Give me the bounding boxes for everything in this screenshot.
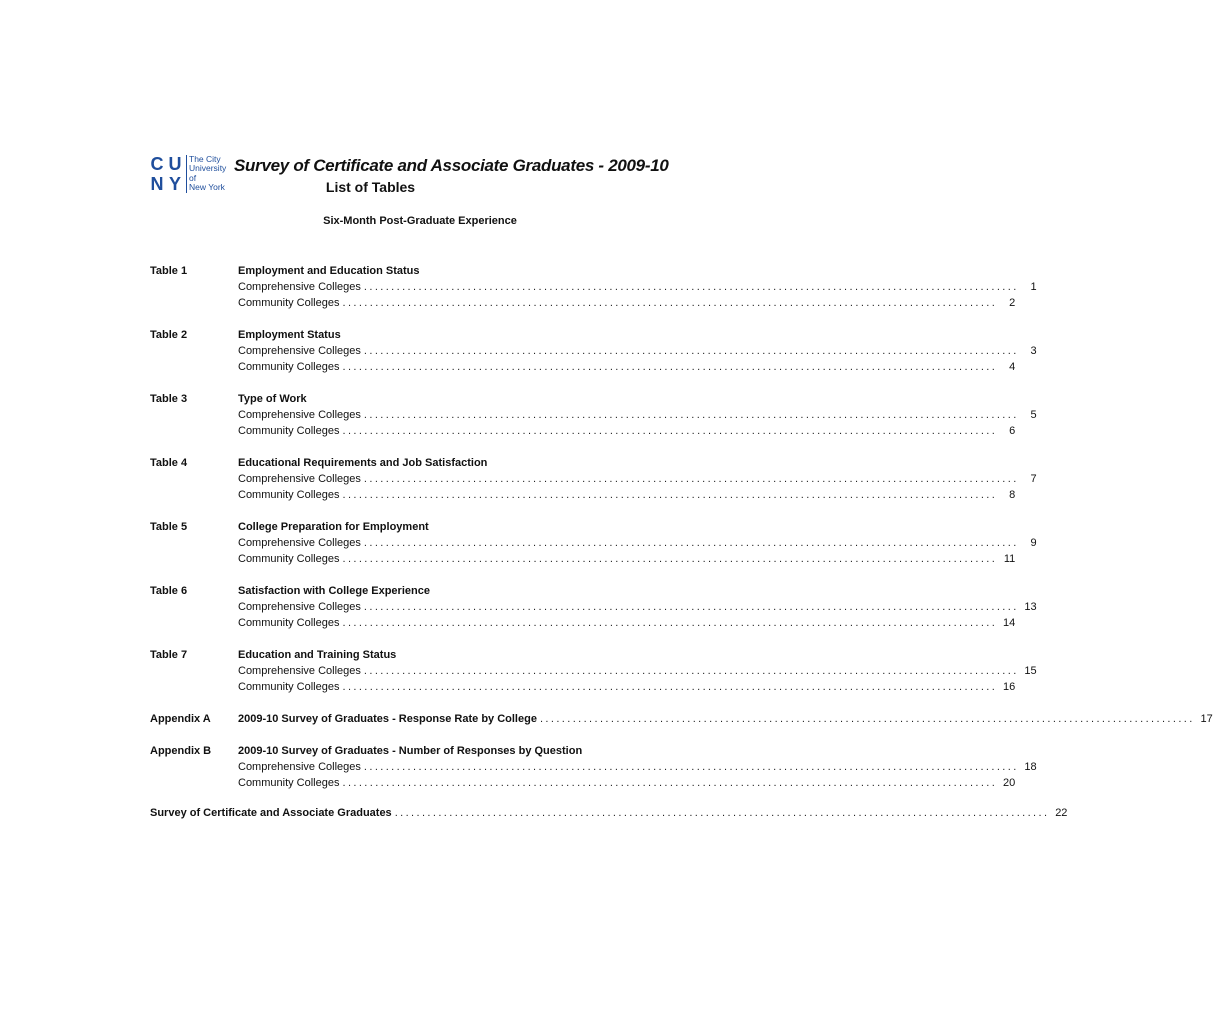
table-of-contents bbox=[150, 263, 1213, 807]
toc-entry-body bbox=[238, 327, 1037, 375]
page-number: 5 bbox=[1030, 409, 1037, 421]
toc-line-text: Community Colleges bbox=[238, 777, 340, 789]
toc-entry-body bbox=[238, 743, 1037, 791]
page-number: 6 bbox=[1009, 425, 1016, 437]
toc-entry-body bbox=[238, 647, 1037, 695]
page-number: 4 bbox=[1009, 361, 1016, 373]
page-number: 1 bbox=[1030, 281, 1037, 293]
logo-text-line: University bbox=[189, 163, 227, 174]
toc-entry-body bbox=[238, 455, 1037, 503]
page-number: 16 bbox=[1002, 681, 1016, 693]
toc-line-text: Comprehensive Colleges bbox=[238, 281, 361, 293]
toc-entry-label: Table 7 bbox=[150, 649, 188, 661]
page-number: 20 bbox=[1002, 777, 1016, 789]
dot-leader: ........................................................................................................................ bbox=[342, 553, 998, 565]
toc-entry-label: Table 1 bbox=[150, 265, 188, 277]
toc-entry bbox=[150, 583, 1037, 631]
toc-entry-body bbox=[238, 391, 1037, 439]
toc-line[interactable] bbox=[238, 487, 1016, 503]
logo-text-line: of bbox=[189, 172, 197, 183]
page-number: 9 bbox=[1030, 537, 1037, 549]
toc-line[interactable] bbox=[238, 279, 1037, 295]
page-number: 11 bbox=[1003, 553, 1016, 565]
cuny-logo bbox=[148, 155, 228, 195]
document-subtitle: List of Tables bbox=[325, 179, 416, 195]
toc-entry-title: 2009-10 Survey of Graduates - Response Rate by College bbox=[238, 713, 537, 725]
dot-leader: ........................................................................................................................ bbox=[363, 761, 1019, 773]
toc-line-text: Community Colleges bbox=[238, 425, 340, 437]
logo-letter: Y bbox=[168, 174, 180, 194]
toc-line-text: Community Colleges bbox=[238, 617, 340, 629]
toc-line[interactable] bbox=[238, 551, 1016, 567]
toc-entry bbox=[150, 743, 1037, 791]
toc-entry-label: Table 3 bbox=[150, 393, 188, 405]
dot-leader: ........................................................................................................................ bbox=[363, 665, 1019, 677]
toc-entry-label: Appendix A bbox=[150, 713, 211, 725]
toc-line-text: Comprehensive Colleges bbox=[238, 601, 361, 613]
toc-entry bbox=[150, 391, 1037, 439]
section-heading: Six-Month Post-Graduate Experience bbox=[323, 215, 517, 227]
toc-entry-label: Table 5 bbox=[150, 521, 188, 533]
toc-entry-title-line[interactable] bbox=[238, 711, 1213, 727]
toc-line-text: Comprehensive Colleges bbox=[238, 345, 361, 357]
toc-line-text: Community Colleges bbox=[238, 553, 340, 565]
toc-line[interactable] bbox=[238, 759, 1037, 775]
toc-line-text: Community Colleges bbox=[238, 489, 340, 501]
toc-entry-title: Employment and Education Status bbox=[238, 265, 420, 277]
toc-entry-body bbox=[238, 583, 1037, 631]
toc-entry-title: Satisfaction with College Experience bbox=[238, 585, 430, 597]
document-title: Survey of Certificate and Associate Graduates - 2009-10 bbox=[234, 156, 669, 175]
logo-letter: U bbox=[168, 154, 181, 174]
dot-leader: ........................................................................................................................ bbox=[363, 537, 1019, 549]
logo-text-line: New York bbox=[189, 181, 225, 192]
toc-footer-text: Survey of Certificate and Associate Graduates bbox=[150, 807, 392, 819]
toc-line-text: Community Colleges bbox=[238, 681, 340, 693]
dot-leader: ........................................................................................................................ bbox=[539, 713, 1195, 725]
dot-leader: ........................................................................................................................ bbox=[363, 281, 1019, 293]
page-number: 7 bbox=[1030, 473, 1037, 485]
toc-entry bbox=[150, 455, 1037, 503]
toc-line-text: Community Colleges bbox=[238, 361, 340, 373]
dot-leader: ........................................................................................................................ bbox=[363, 601, 1019, 613]
dot-leader: ........................................................................................................................ bbox=[342, 361, 998, 373]
dot-leader: ........................................................................................................................ bbox=[363, 473, 1019, 485]
toc-entry-label: Table 2 bbox=[150, 329, 188, 341]
logo-text-line: The City bbox=[189, 154, 221, 164]
toc-line[interactable] bbox=[238, 343, 1037, 359]
toc-line-text: Comprehensive Colleges bbox=[238, 409, 361, 421]
toc-line[interactable] bbox=[238, 535, 1037, 551]
toc-entry bbox=[150, 327, 1037, 375]
page-number: 13 bbox=[1024, 601, 1037, 613]
toc-entry-body bbox=[238, 263, 1037, 311]
toc-entry bbox=[150, 519, 1037, 567]
dot-leader: ........................................................................................................................ bbox=[342, 617, 998, 629]
dot-leader: ........................................................................................................................ bbox=[342, 297, 998, 309]
toc-entry bbox=[150, 263, 1037, 311]
toc-entry-title: College Preparation for Employment bbox=[238, 521, 429, 533]
toc-line[interactable] bbox=[238, 359, 1016, 375]
logo-text bbox=[189, 155, 226, 192]
toc-line[interactable] bbox=[238, 663, 1037, 679]
toc-entry bbox=[150, 711, 1213, 727]
page-number: 17 bbox=[1200, 713, 1213, 725]
toc-entry-label: Table 4 bbox=[150, 457, 188, 469]
page-number: 8 bbox=[1009, 489, 1016, 501]
dot-leader: ........................................................................................................................ bbox=[363, 409, 1019, 421]
toc-line[interactable] bbox=[238, 295, 1016, 311]
toc-line[interactable] bbox=[238, 679, 1016, 695]
toc-entry-title: Type of Work bbox=[238, 393, 307, 405]
page-number: 18 bbox=[1024, 761, 1037, 773]
page-number: 3 bbox=[1030, 345, 1037, 357]
toc-line-text: Comprehensive Colleges bbox=[238, 665, 361, 677]
toc-line[interactable] bbox=[238, 407, 1037, 423]
logo-divider bbox=[186, 155, 187, 193]
toc-entry-title: Education and Training Status bbox=[238, 649, 397, 661]
toc-line-text: Comprehensive Colleges bbox=[238, 761, 361, 773]
dot-leader: ........................................................................................................................ bbox=[394, 807, 1050, 819]
toc-line-text: Comprehensive Colleges bbox=[238, 537, 361, 549]
toc-line[interactable] bbox=[238, 599, 1037, 615]
page-number: 15 bbox=[1024, 665, 1037, 677]
logo-letter: N bbox=[150, 174, 163, 194]
dot-leader: ........................................................................................................................ bbox=[342, 681, 998, 693]
dot-leader: ........................................................................................................................ bbox=[342, 489, 998, 501]
toc-entry-title: 2009-10 Survey of Graduates - Number of Responses by Question bbox=[238, 745, 583, 757]
dot-leader: ........................................................................................................................ bbox=[363, 345, 1019, 357]
toc-entry-title: Employment Status bbox=[238, 329, 341, 341]
toc-entry bbox=[150, 647, 1037, 695]
toc-entry-title: Educational Requirements and Job Satisfaction bbox=[238, 457, 488, 469]
toc-line[interactable] bbox=[238, 775, 1016, 791]
toc-line[interactable] bbox=[238, 615, 1016, 631]
page-number: 14 bbox=[1002, 617, 1016, 629]
page-number: 22 bbox=[1055, 807, 1068, 819]
toc-line[interactable] bbox=[238, 471, 1037, 487]
toc-entry-body bbox=[238, 711, 1213, 727]
dot-leader: ........................................................................................................................ bbox=[342, 777, 998, 789]
toc-line-text: Community Colleges bbox=[238, 297, 340, 309]
toc-entry-label: Appendix B bbox=[150, 745, 212, 757]
toc-entry-body bbox=[238, 519, 1037, 567]
toc-entry-label: Table 6 bbox=[150, 585, 188, 597]
toc-line-text: Comprehensive Colleges bbox=[238, 473, 361, 485]
logo-mark bbox=[148, 155, 183, 193]
page-number: 2 bbox=[1009, 297, 1016, 309]
logo-letter: C bbox=[150, 154, 163, 174]
toc-line[interactable] bbox=[238, 423, 1016, 439]
toc-footer-entry[interactable] bbox=[150, 805, 1068, 821]
dot-leader: ........................................................................................................................ bbox=[342, 425, 998, 437]
